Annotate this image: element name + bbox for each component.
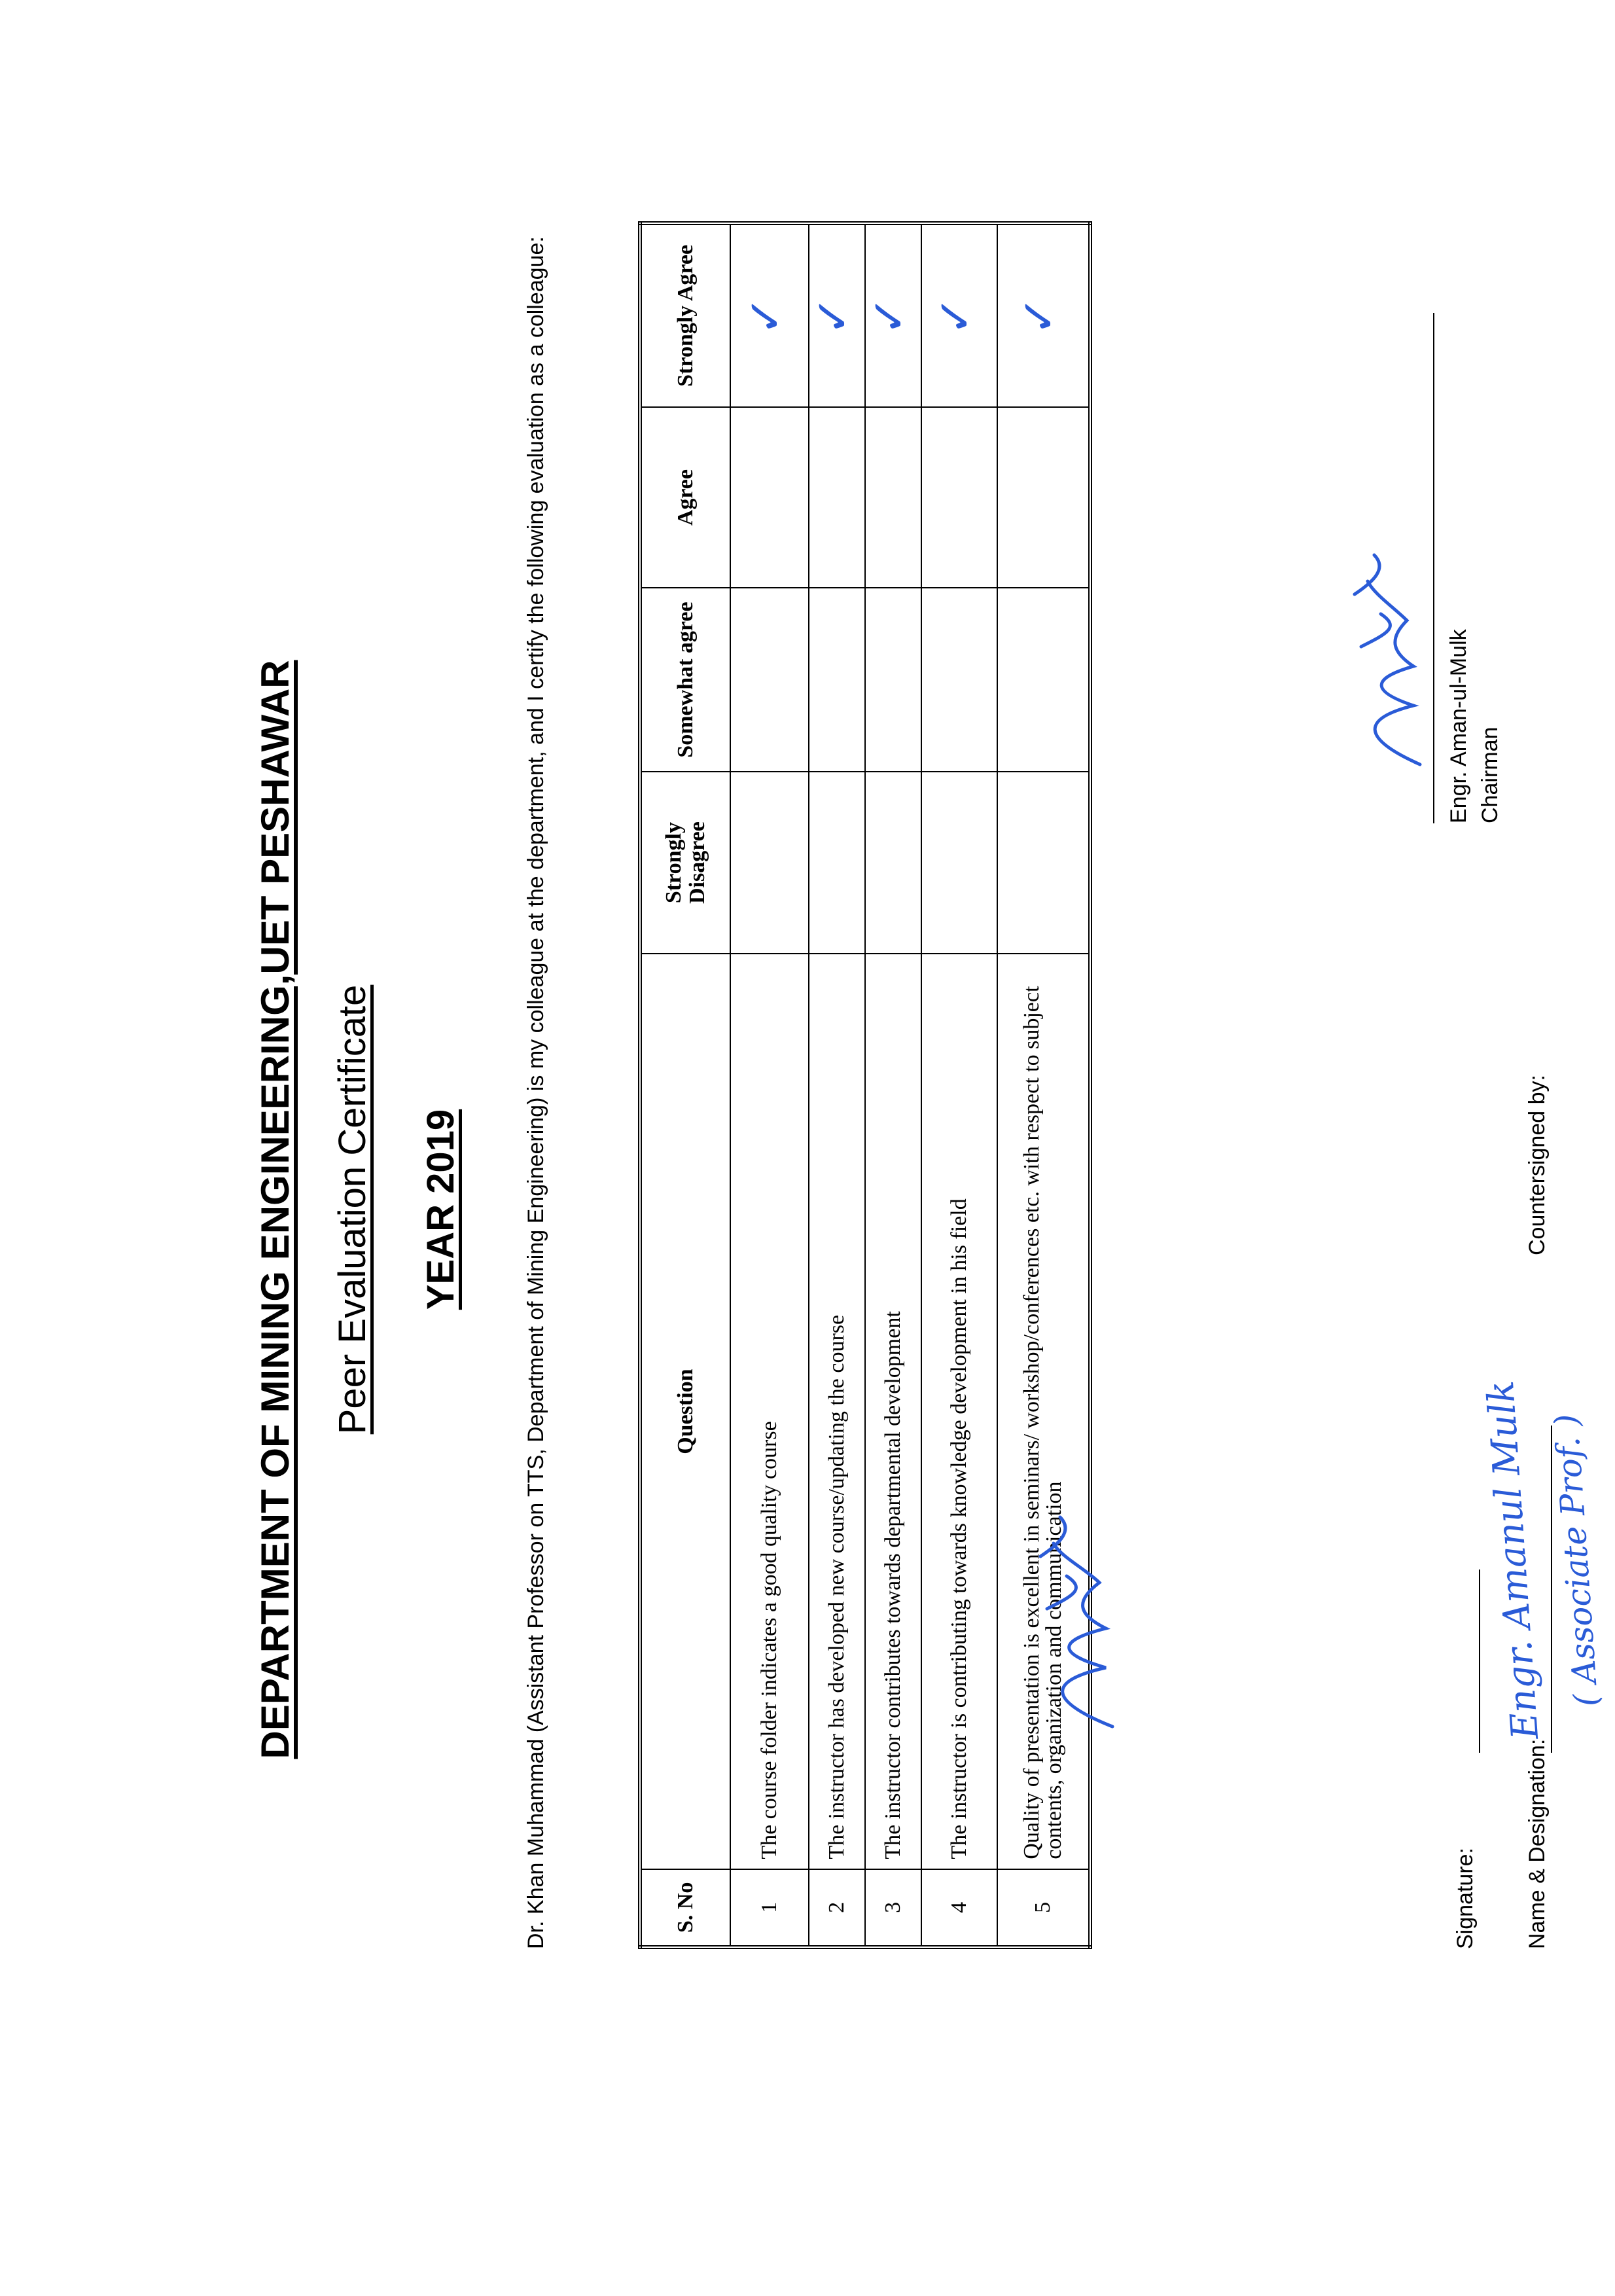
row-sno: 2 [809, 1869, 865, 1947]
rating-cell-agree [730, 407, 809, 588]
row-question: The instructor has developed new course/updating the course [809, 954, 865, 1869]
department-heading: DEPARTMENT OF MINING ENGINEERING,UET PESHAWAR [253, 660, 297, 1759]
handwritten-designation: ( Associate Prof. ) [1547, 1412, 1606, 1708]
table-row [865, 223, 921, 1947]
table-row [730, 223, 809, 1947]
checkmark-icon: ✓ [805, 296, 860, 336]
rating-cell-strongly-agree [997, 223, 1090, 407]
header-strongly-agree: Strongly Agree [640, 223, 730, 407]
countersigned-label: Countersigned by: [1525, 1075, 1550, 1255]
rating-cell-agree [865, 407, 921, 588]
signature-image [1034, 1504, 1139, 1740]
rating-cell-agree [921, 407, 997, 588]
rating-cell-strongly-agree [805, 223, 865, 407]
header-agree: Agree [640, 407, 730, 588]
rating-cell-agree [997, 407, 1090, 588]
rating-cell-strongly-disagree [997, 772, 1090, 954]
countersign-signature-image [1348, 542, 1446, 778]
rating-cell-somewhat-agree [997, 588, 1090, 771]
row-sno: 3 [865, 1869, 921, 1947]
header-strongly-disagree: Strongly Disagree [640, 772, 730, 954]
countersign-line [1433, 313, 1434, 823]
signature-line [1479, 1570, 1480, 1753]
signature-label: Signature: [1453, 1848, 1478, 1949]
header-question: Question [640, 954, 730, 1869]
rating-cell-strongly-disagree [730, 772, 809, 954]
row-question: The instructor contributes towards departmental development [865, 954, 921, 1869]
rating-cell-somewhat-agree [730, 588, 809, 771]
table-header-row [640, 223, 730, 1947]
name-designation-label: Name & Designation: [1525, 1738, 1550, 1949]
table-row [921, 223, 997, 1947]
rating-cell-strongly-disagree [921, 772, 997, 954]
certificate-title: Peer Evaluation Certificate [331, 984, 374, 1435]
rating-cell-strongly-agree [730, 223, 809, 407]
header-somewhat-agree: Somewhat agree [640, 588, 730, 771]
rating-cell-somewhat-agree [921, 588, 997, 771]
rating-cell-agree [809, 407, 865, 588]
rating-cell-strongly-disagree [865, 772, 921, 954]
checkmark-icon: ✓ [927, 296, 982, 336]
countersigner-title: Chairman [1478, 726, 1502, 823]
header-sno: S. No [640, 1869, 730, 1947]
table-row [809, 223, 865, 1947]
checkmark-icon: ✓ [737, 296, 792, 336]
row-sno: 5 [997, 1869, 1090, 1947]
rating-cell-strongly-agree [861, 223, 921, 407]
row-sno: 1 [730, 1869, 809, 1947]
checkmark-icon: ✓ [861, 296, 916, 336]
rating-cell-strongly-agree [921, 223, 997, 407]
rating-cell-somewhat-agree [809, 588, 865, 771]
row-sno: 4 [921, 1869, 997, 1947]
row-question: The course folder indicates a good quality course [730, 954, 809, 1869]
intro-paragraph: Dr. Khan Muhammad (Assistant Professor on TTS, Department of Mining Engineering) is my colleague at the department, and I certify the following evaluation as a colleague: [524, 236, 548, 1949]
row-question: The instructor is contributing towards knowledge development in his field [921, 954, 997, 1869]
evaluation-table [638, 221, 1092, 1949]
countersigner-name: Engr. Aman-ul-Mulk [1446, 629, 1471, 823]
handwritten-name: Engr. Amanul Mulk [1479, 1379, 1548, 1741]
rating-cell-somewhat-agree [865, 588, 921, 771]
checkmark-icon: ✓ [1011, 296, 1066, 336]
year-heading: YEAR 2019 [419, 1109, 462, 1310]
row-question: Quality of presentation is excellent in seminars/ workshop/conferences etc. with respect to subject contents, organization and communication [997, 954, 1090, 1869]
rating-cell-strongly-disagree [809, 772, 865, 954]
